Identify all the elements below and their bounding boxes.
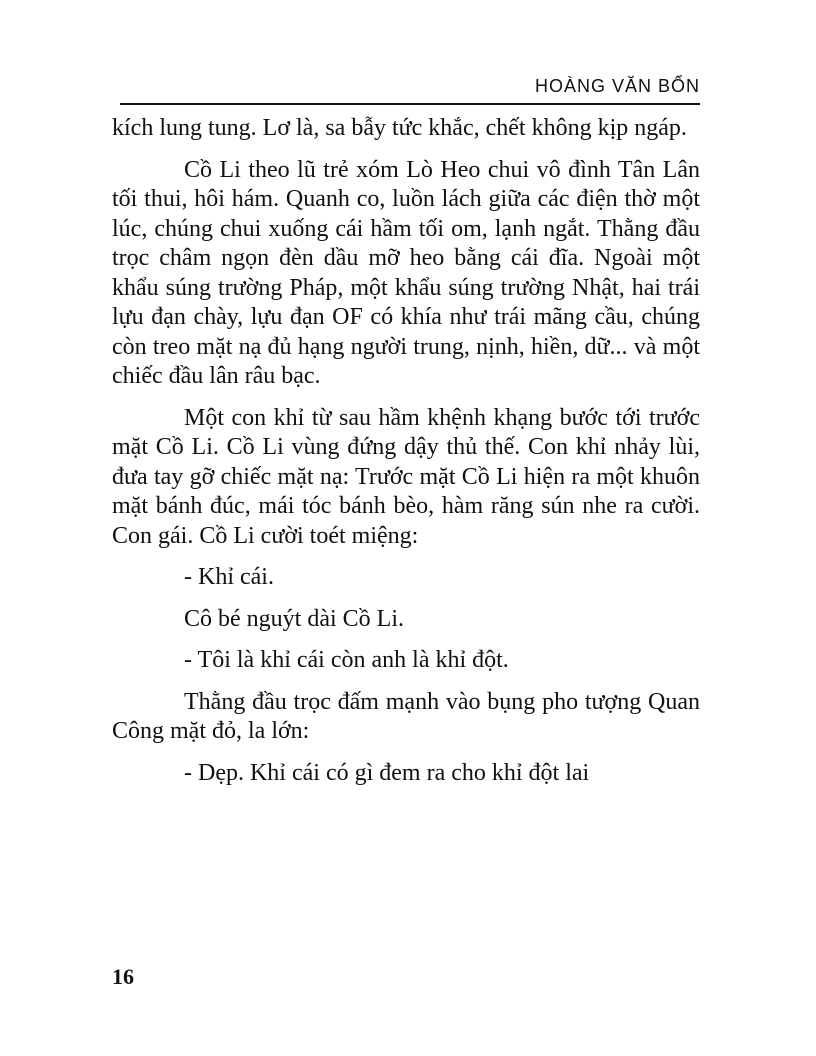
page-number: 16 bbox=[112, 964, 134, 989]
paragraph: Một con khỉ từ sau hầm khệnh khạng bước tới trước mặt Cồ Li. Cồ Li vùng đứng dậy thủ thế. Con khỉ nhảy lùi, đưa tay gỡ chiếc mặt nạ: Trước mặt Cồ Li hiện ra một khuôn mặt bánh đúc, mái tóc bánh bèo, hàm răng sún nhe ra cười. Con gái. Cồ Li cười toét miệng: bbox=[112, 404, 700, 549]
paragraph: Thằng đầu trọc đấm mạnh vào bụng pho tượng Quan Công mặt đỏ, la lớn: bbox=[112, 688, 700, 744]
dialogue-line: - Tôi là khỉ cái còn anh là khỉ đột. bbox=[184, 647, 509, 673]
header-rule bbox=[120, 103, 700, 105]
paragraph-continuation: kích lung tung. Lơ là, sa bẫy tức khắc, chết không kịp ngáp. bbox=[112, 115, 687, 141]
paragraph: Cô bé nguýt dài Cồ Li. bbox=[184, 605, 404, 632]
dialogue-line: - Dẹp. Khỉ cái có gì đem ra cho khỉ đột lai bbox=[184, 759, 590, 786]
paragraph: Cồ Li theo lũ trẻ xóm Lò Heo chui vô đình Tân Lân tối thui, hôi hám. Quanh co, luồn lách giữa các điện thờ một lúc, chúng chui xuống cái hầm tối om, lạnh ngắt. Thằng đầu trọc châm ngọn đèn dầu mỡ heo bằng cái đĩa. Ngoài một khẩu súng trường Pháp, một khẩu súng trường Nhật, hai trái lựu đạn chày, lựu đạn OF có khía như trái mãng cầu, chúng còn treo mặt nạ đủ hạng người trung, nịnh, hiền, dữ... và một chiếc đầu lân râu bạc. bbox=[112, 156, 700, 389]
body-text bbox=[112, 114, 700, 788]
dialogue-line: - Khỉ cái. bbox=[184, 564, 274, 590]
running-header: HOÀNG VĂN BỔN bbox=[534, 76, 700, 96]
